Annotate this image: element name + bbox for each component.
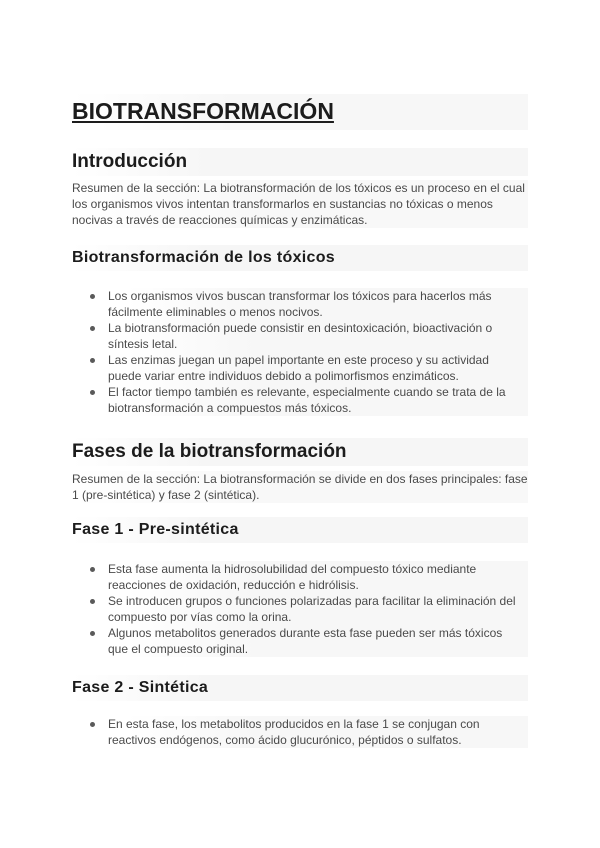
list-item-text: Se introducen grupos o funciones polarizadas para facilitar la eliminación del compuesto por vías como la orina.	[108, 594, 516, 624]
list-item	[72, 716, 528, 748]
list-item	[72, 288, 528, 320]
list-item-text: Esta fase aumenta la hidrosolubilidad del compuesto tóxico mediante reacciones de oxidación, reducción e hidrólisis.	[108, 562, 477, 592]
bullet-icon	[90, 294, 95, 299]
list-item	[72, 625, 528, 657]
section-heading-fase-2: Fase 2 - Sintética	[72, 675, 528, 701]
bullet-icon	[90, 599, 95, 604]
list-item-text: Algunos metabolitos generados durante esta fase pueden ser más tóxicos que el compuesto original.	[108, 626, 503, 656]
list-item	[72, 561, 528, 593]
bullet-icon	[90, 631, 95, 636]
list-item-text: Las enzimas juegan un papel importante en este proceso y su actividad puede variar entre individuos debido a polimorfismos enzimáticos.	[108, 353, 489, 383]
bullet-list-biotransformacion-toxicos	[72, 288, 528, 416]
bullet-list-fase-1	[72, 561, 528, 657]
list-item-text: La biotransformación puede consistir en desintoxicación, bioactivación o síntesis letal.	[108, 321, 493, 351]
bullet-icon	[90, 326, 95, 331]
bullet-icon	[90, 722, 95, 727]
list-item-text: En esta fase, los metabolitos producidos en la fase 1 se conjugan con reactivos endógenos, como ácido glucurónico, péptidos o sulfatos.	[108, 717, 480, 747]
document-title: BIOTRANSFORMACIÓN	[72, 94, 528, 130]
section-summary-introduccion: Resumen de la sección: La biotransformación de los tóxicos es un proceso en el cual los organismos vivos intentan transformarlos en sustancias no tóxicas o menos nocivas a través de reacciones químicas y enzimáticas.	[72, 180, 528, 228]
list-item	[72, 352, 528, 384]
bullet-icon	[90, 390, 95, 395]
section-heading-biotransformacion-toxicos: Biotransformación de los tóxicos	[72, 245, 528, 271]
section-summary-fases: Resumen de la sección: La biotransformación se divide en dos fases principales: fase 1 (pre-sintética) y fase 2 (sintética).	[72, 472, 528, 502]
bullet-icon	[90, 567, 95, 572]
list-item-text: Los organismos vivos buscan transformar los tóxicos para hacerlos más fácilmente eliminables o menos nocivos.	[108, 289, 492, 319]
list-item	[72, 384, 528, 416]
section-heading-introduccion: Introducción	[72, 148, 528, 176]
section-heading-fases: Fases de la biotransformación	[72, 438, 528, 466]
bullet-list-fase-2	[72, 716, 528, 748]
list-item	[72, 593, 528, 625]
section-heading-fase-1: Fase 1 - Pre-sintética	[72, 517, 528, 543]
list-item-text: El factor tiempo también es relevante, especialmente cuando se trata de la biotransformación a compuestos más tóxicos.	[108, 385, 506, 415]
list-item	[72, 320, 528, 352]
bullet-icon	[90, 358, 95, 363]
